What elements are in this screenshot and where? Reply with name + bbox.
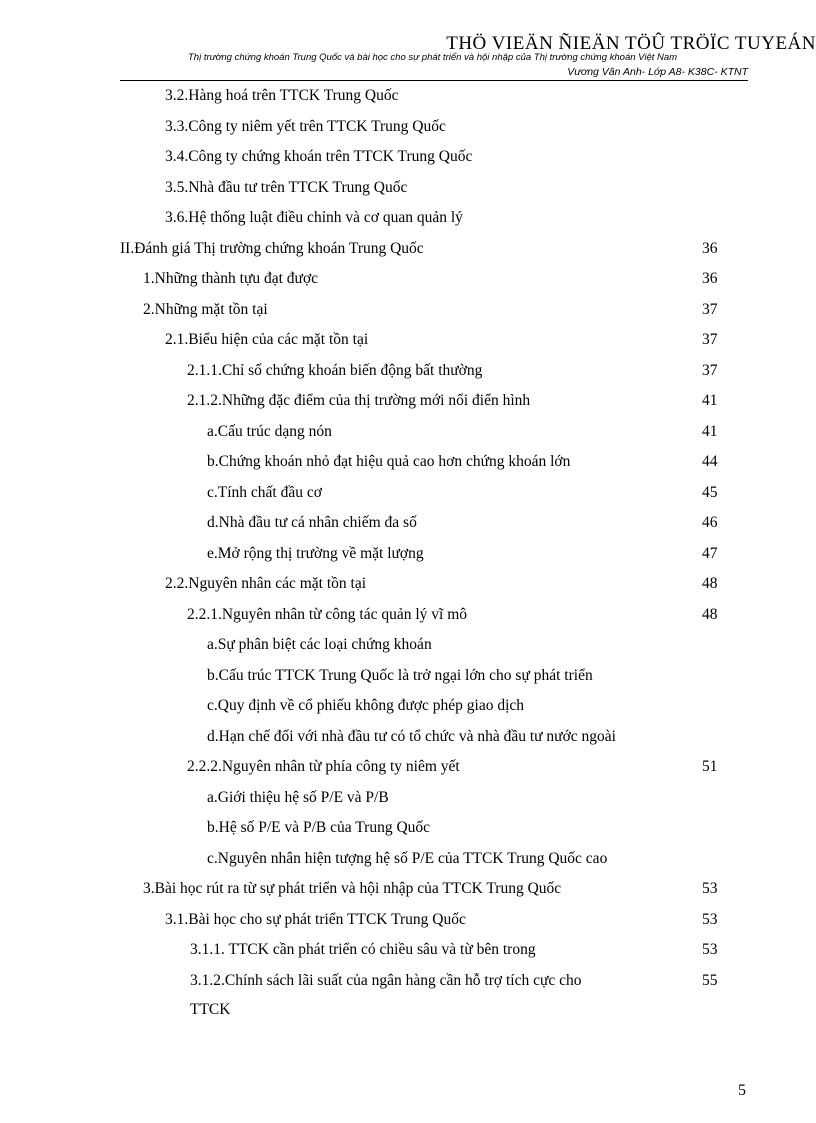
toc-entry <box>0 421 816 452</box>
toc-entry <box>0 756 816 787</box>
toc-entry-page: 48 <box>702 575 718 592</box>
toc-entry-text: d.Nhà đầu tư cá nhân chiếm đa số <box>207 514 417 531</box>
toc-entry-text: c.Nguyên nhân hiện tượng hệ số P/E của TTCK Trung Quốc cao <box>207 849 608 867</box>
toc-entry-page: 53 <box>702 941 718 958</box>
toc-entry <box>0 482 816 513</box>
toc-entry-page: 41 <box>702 422 718 440</box>
toc-entry-text: 2.2.2.Nguyên nhân từ phía công ty niêm yết <box>187 758 460 775</box>
toc-entry-text: 3.4.Công ty chứng khoán trên TTCK Trung Quốc <box>165 148 473 165</box>
toc-entry-text: e.Mở rộng thị trường về mặt lượng <box>207 544 424 562</box>
toc-entry <box>0 604 816 635</box>
toc-entry-page: 37 <box>702 331 718 348</box>
toc-entry-text: a.Cấu trúc dạng nón <box>207 422 332 440</box>
toc-entry-text: 2.Những mặt tồn tại <box>143 300 268 318</box>
toc-entry-text: 3.Bài học rút ra từ sự phát triển và hội nhập của TTCK Trung Quốc <box>143 880 562 897</box>
toc-entry-text: 3.6.Hệ thống luật điều chỉnh và cơ quan quản lý <box>165 209 463 226</box>
toc-entry-text: 2.1.Biểu hiện của các mặt tồn tại <box>165 331 369 348</box>
page-number: 5 <box>738 1082 746 1099</box>
toc-entry-page: 55 <box>702 971 718 989</box>
toc-entry-page: 46 <box>702 514 718 531</box>
toc-entry <box>0 543 816 574</box>
toc-entry-text: d.Hạn chế đối với nhà đầu tư có tổ chức và nhà đầu tư nước ngoài <box>207 727 616 745</box>
table-of-contents <box>0 85 816 1000</box>
toc-entry <box>0 451 816 482</box>
toc-entry-text: 1.Những thành tựu đạt được <box>143 270 319 287</box>
toc-entry-text: 2.1.2.Những đặc điểm của thị trường mới nổi điển hình <box>187 392 531 409</box>
watermark: THÖ VIEÄN ÑIEÄN TÖÛ TRÖÏC TUYEÁN <box>446 33 816 54</box>
toc-entry-text: II.Đánh giá Thị trường chứng khoán Trung Quốc <box>120 239 424 257</box>
toc-entry-text: 2.2.1.Nguyên nhân từ công tác quản lý vĩ mô <box>187 605 468 623</box>
toc-entry-text: b.Hệ số P/E và P/B của Trung Quốc <box>207 819 431 836</box>
toc-entry-text: a.Sự phân biệt các loại chứng khoán <box>207 636 432 653</box>
toc-entry-page: 48 <box>702 605 718 623</box>
toc-entry <box>0 878 816 909</box>
toc-entry-page: 44 <box>702 453 718 470</box>
toc-entry <box>0 390 816 421</box>
toc-entry <box>0 207 816 238</box>
toc-entry-text: 3.1.1. TTCK cần phát triển có chiều sâu và từ bên trong <box>190 941 536 958</box>
toc-entry <box>0 665 816 696</box>
toc-entry-text: 3.3.Công ty niêm yết trên TTCK Trung Quốc <box>165 117 446 135</box>
toc-entry <box>0 85 816 116</box>
toc-entry-page: 36 <box>702 270 718 287</box>
toc-entry <box>0 268 816 299</box>
toc-entry-text: 3.1.Bài học cho sự phát triển TTCK Trung Quốc <box>165 910 466 928</box>
toc-entry <box>0 909 816 940</box>
toc-entry-continuation: TTCK <box>190 1001 231 1018</box>
toc-entry <box>0 787 816 818</box>
toc-entry <box>0 573 816 604</box>
document-title: Thị trường chứng khoán Trung Quốc và bài học cho sự phát triển và hội nhập của Thị trường chứng khoán Việt Nam <box>188 52 678 63</box>
toc-entry-text: b.Chứng khoán nhỏ đạt hiệu quả cao hơn chứng khoán lớn <box>207 453 571 470</box>
author-line: Vương Vân Anh- Lớp A8- K38C- KTNT <box>567 66 748 78</box>
toc-entry <box>0 360 816 391</box>
toc-entry-page: 41 <box>702 392 718 409</box>
toc-entry-text: c.Quy định về cổ phiếu không được phép giao dịch <box>207 697 525 714</box>
toc-entry-page: 37 <box>702 361 718 379</box>
toc-entry <box>0 177 816 208</box>
toc-entry-text: 3.1.2.Chính sách lãi suất của ngân hàng cần hỗ trợ tích cực cho <box>190 971 582 989</box>
toc-entry <box>0 848 816 879</box>
toc-entry <box>0 329 816 360</box>
header-divider <box>120 80 748 81</box>
toc-entry <box>0 726 816 757</box>
toc-entry <box>0 238 816 269</box>
toc-entry <box>0 512 816 543</box>
toc-entry-text: 2.2.Nguyên nhân các mặt tồn tại <box>165 575 367 592</box>
toc-entry-page: 53 <box>702 910 718 928</box>
toc-entry-page: 37 <box>702 300 718 318</box>
toc-entry-page: 45 <box>702 483 718 501</box>
toc-entry-page: 53 <box>702 880 718 897</box>
toc-entry-text: 2.1.1.Chỉ số chứng khoán biến động bất thường <box>187 361 483 379</box>
toc-entry <box>0 146 816 177</box>
toc-entry-page: 47 <box>702 544 718 562</box>
toc-entry-page: 51 <box>702 758 718 775</box>
toc-entry <box>0 970 816 1001</box>
toc-entry <box>0 817 816 848</box>
toc-entry-text: b.Cấu trúc TTCK Trung Quốc là trở ngại lớn cho sự phát triển <box>207 666 593 684</box>
toc-entry-text: a.Giới thiệu hệ số P/E và P/B <box>207 788 389 806</box>
toc-entry-text: 3.2.Hàng hoá trên TTCK Trung Quốc <box>165 87 399 104</box>
toc-entry <box>0 116 816 147</box>
toc-entry-text: 3.5.Nhà đầu tư trên TTCK Trung Quốc <box>165 178 408 196</box>
toc-entry <box>0 695 816 726</box>
toc-entry <box>0 634 816 665</box>
toc-entry-page: 36 <box>702 239 718 257</box>
toc-entry <box>0 939 816 970</box>
toc-entry-text: c.Tính chất đầu cơ <box>207 483 322 501</box>
toc-entry <box>0 299 816 330</box>
